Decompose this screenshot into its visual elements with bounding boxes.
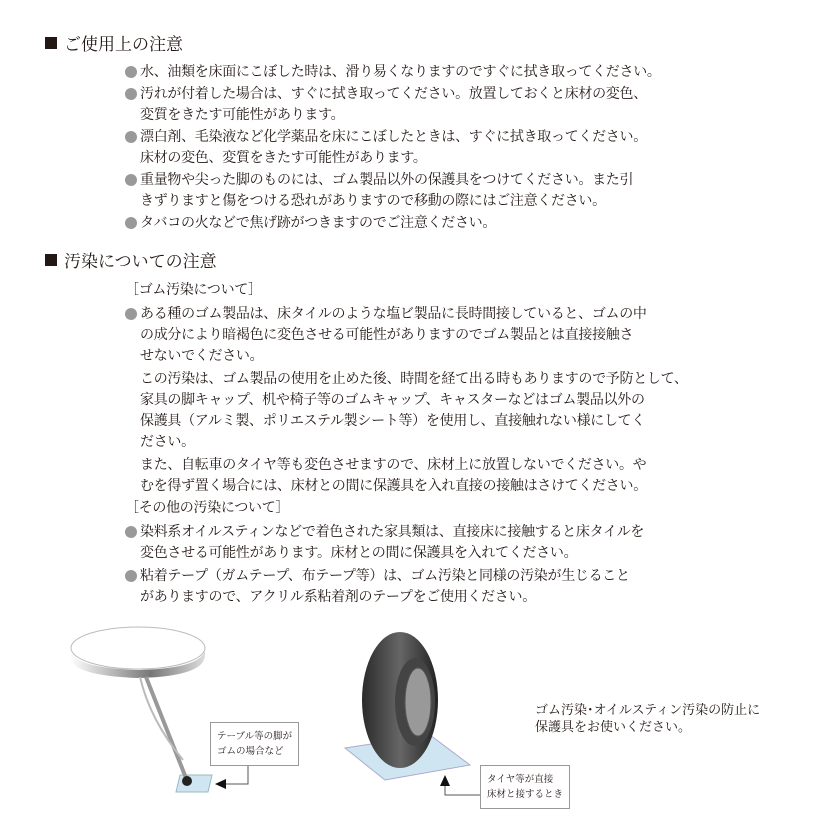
text-line: 粘着テープ（ガムテープ、布テープ等）は、ゴム汚染と同様の汚染が生じること	[140, 568, 630, 584]
table-top	[71, 627, 205, 669]
text-line: ゴムの場合など	[217, 746, 284, 757]
text-line: がありますので、アクリル系粘着剤のテープをご使用ください。	[140, 589, 536, 605]
text-line: ある種のゴム製品は、床タイルのような塩ビ製品に長時間接していると、ゴムの中	[140, 306, 647, 322]
pointer-line	[225, 764, 248, 784]
text-line: 保護具をお使いください。	[535, 720, 692, 735]
tire-label	[480, 765, 570, 809]
text-line: 変色させる可能性があります。床材との間に保護具を入れてください。	[140, 545, 578, 561]
text-line: むを得ず置く場合には、床材との間に保護具を入れ直接の接触はさけてください。	[140, 478, 647, 494]
arrow-left-icon	[215, 779, 226, 789]
table-leg-label	[210, 722, 299, 766]
text-line: ださい。	[140, 434, 195, 450]
text-line: きずりますと傷をつける恐れがありますので移動の際にはご注意ください。	[140, 193, 606, 209]
text-line: ゴム汚染･オイルスティン汚染の防止に	[535, 703, 761, 718]
text-line: この汚染は、ゴム製品の使用を止めた後、時間を経て出る時もありますので予防として、	[140, 371, 688, 387]
heading-text: ご使用上の注意	[64, 35, 183, 55]
leg-cap-icon	[182, 776, 192, 786]
text-line: の成分により暗褐色に変色させる可能性がありますのでゴム製品とは直接接触さ	[140, 327, 634, 343]
text-line: 床材の変色、変質をきたす可能性があります。	[140, 150, 427, 166]
arrow-up-icon	[440, 775, 450, 786]
text-line: テーブル等の脚が	[217, 731, 293, 742]
tire-illustration	[345, 632, 480, 795]
text-line: 水、油類を床面にこぼした時は、滑り易くなりますのですぐに拭き取ってください。	[140, 64, 661, 80]
text-line: 汚れが付着した場合は、すぐに拭き取ってください。放置しておくと床材の変色、	[140, 86, 647, 102]
text-line: 重量物や尖った脚のものには、ゴム製品以外の保護具をつけてください。また引	[140, 172, 634, 188]
text-line: タバコの火などで焦げ跡がつきますのでご注意ください。	[140, 215, 497, 231]
text-line: 家具の脚キャップ、机や椅子等のゴムキャップ、キャスターなどはゴム製品以外の	[140, 392, 645, 408]
text-line: また、自転車のタイヤ等も変色させますので、床材上に放置しないでください。や	[140, 457, 647, 473]
table-illustration	[70, 627, 248, 792]
subheading: ［その他の汚染について］	[125, 500, 290, 516]
protection-note	[535, 702, 760, 736]
wheel-rim	[405, 668, 431, 736]
text-line: 漂白剤、毛染液など化学薬品を床にこぼしたときは、すぐに拭き取ってください。	[140, 129, 647, 145]
text-line: 保護具（アルミ製、ポリエステル製シート等）を使用し、直接触れない様にしてく	[140, 413, 646, 429]
pointer-line	[445, 786, 480, 795]
text-line: 染料系オイルスティンなどで着色された家具類は、直接床に接触すると床タイルを	[140, 524, 645, 540]
text-line: 床材と接するとき	[487, 789, 564, 800]
heading-text: 汚染についての注意	[64, 252, 217, 272]
text-line: せないでください。	[140, 348, 264, 364]
floor-pad	[176, 775, 212, 792]
subheading: ［ゴム汚染について］	[125, 282, 262, 298]
text-line: 変質をきたす可能性があります。	[140, 107, 345, 123]
table-leg	[146, 677, 186, 778]
text-line: タイヤ等が直接	[487, 774, 554, 785]
